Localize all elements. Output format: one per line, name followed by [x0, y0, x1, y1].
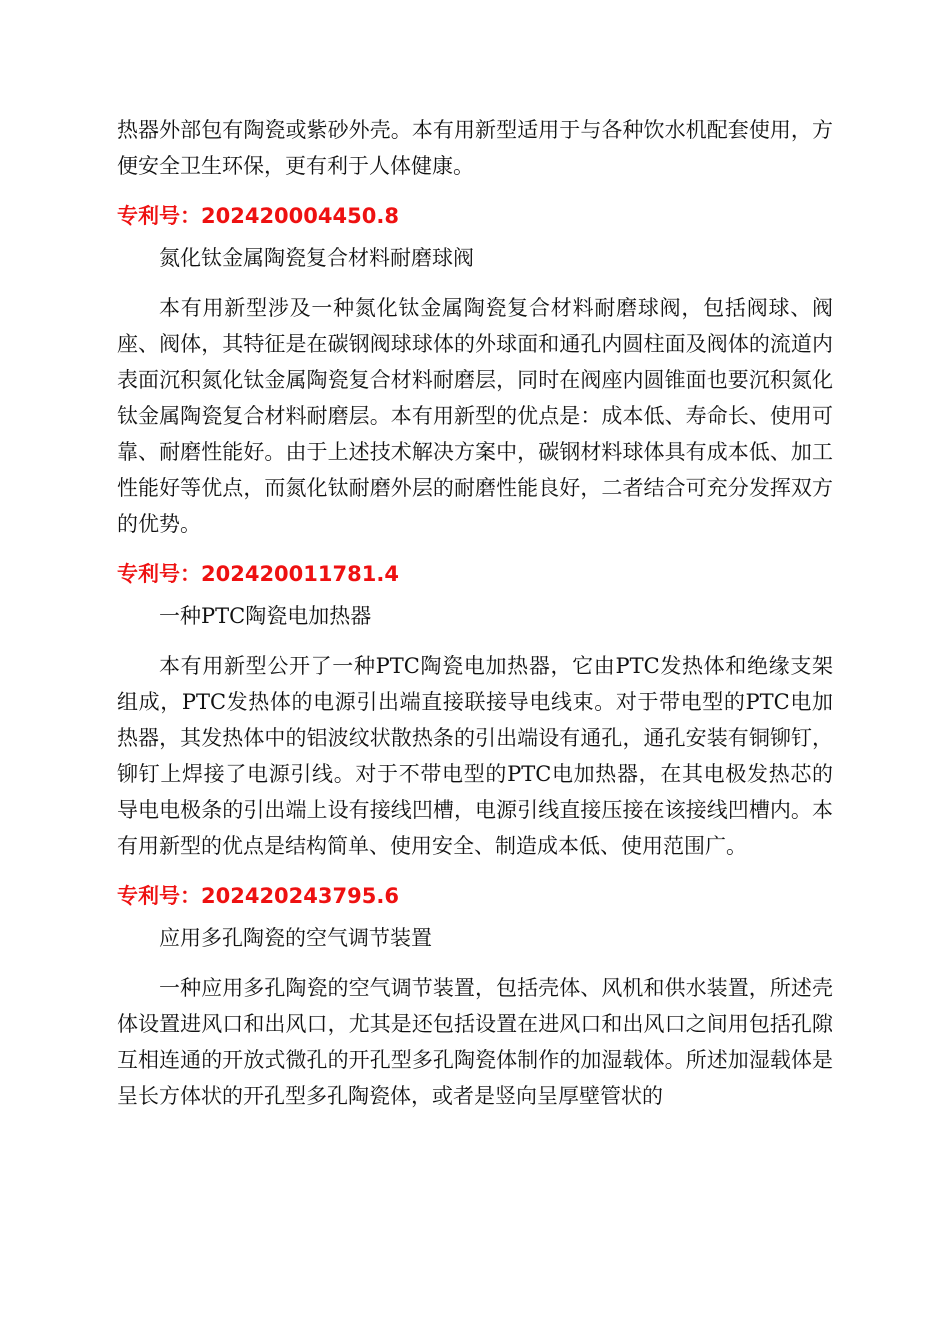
patent-number: 专利号：202420243795.6 [117, 884, 399, 908]
patent-entry-1 [117, 198, 833, 542]
patent-title: 氮化钛金属陶瓷复合材料耐磨球阀 [159, 246, 474, 270]
patent-abstract: 一种应用多孔陶瓷的空气调节装置，包括壳体、风机和供水装置，所述壳体设置进风口和出风口，尤其是还包括设置在进风口和出风口之间用包括孔隙互相连通的开放式微孔的开孔型多孔陶瓷体制作的加湿载体。所述加湿载体是呈长方体状的开孔型多孔陶瓷体，或者是竖向呈厚壁管状的 [117, 976, 833, 1108]
patent-number: 专利号：202420011781.4 [117, 562, 399, 586]
patent-title: 应用多孔陶瓷的空气调节装置 [159, 926, 432, 950]
document-page [117, 112, 833, 1114]
patent-title: 一种PTC陶瓷电加热器 [159, 604, 372, 628]
patent-number: 专利号：202420004450.8 [117, 204, 399, 228]
intro-paragraph: 热器外部包有陶瓷或紫砂外壳。本有用新型适用于与各种饮水机配套使用，方便安全卫生环保，更有利于人体健康。 [117, 118, 833, 178]
patent-entry-2 [117, 556, 833, 864]
patent-abstract: 本有用新型涉及一种氮化钛金属陶瓷复合材料耐磨球阀，包括阀球、阀座、阀体，其特征是在碳钢阀球球体的外球面和通孔内圆柱面及阀体的流道内表面沉积氮化钛金属陶瓷复合材料耐磨层，同时在阀座内圆锥面也要沉积氮化钛金属陶瓷复合材料耐磨层。本有用新型的优点是：成本低、寿命长、使用可靠、耐磨性能好。由于上述技术解决方案中，碳钢材料球体具有成本低、加工性能好等优点，而氮化钛耐磨外层的耐磨性能良好，二者结合可充分发挥双方的优势。 [117, 296, 833, 536]
patent-entry-3 [117, 878, 833, 1114]
patent-abstract: 本有用新型公开了一种PTC陶瓷电加热器，它由PTC发热体和绝缘支架组成，PTC发热体的电源引出端直接联接导电线束。对于带电型的PTC电加热器，其发热体中的铝波纹状散热条的引出端设有通孔，通孔安装有铜铆钉，铆钉上焊接了电源引线。对于不带电型的PTC电加热器，在其电极发热芯的导电电极条的引出端上设有接线凹槽，电源引线直接压接在该接线凹槽内。本有用新型的优点是结构简单、使用安全、制造成本低、使用范围广。 [117, 654, 833, 858]
